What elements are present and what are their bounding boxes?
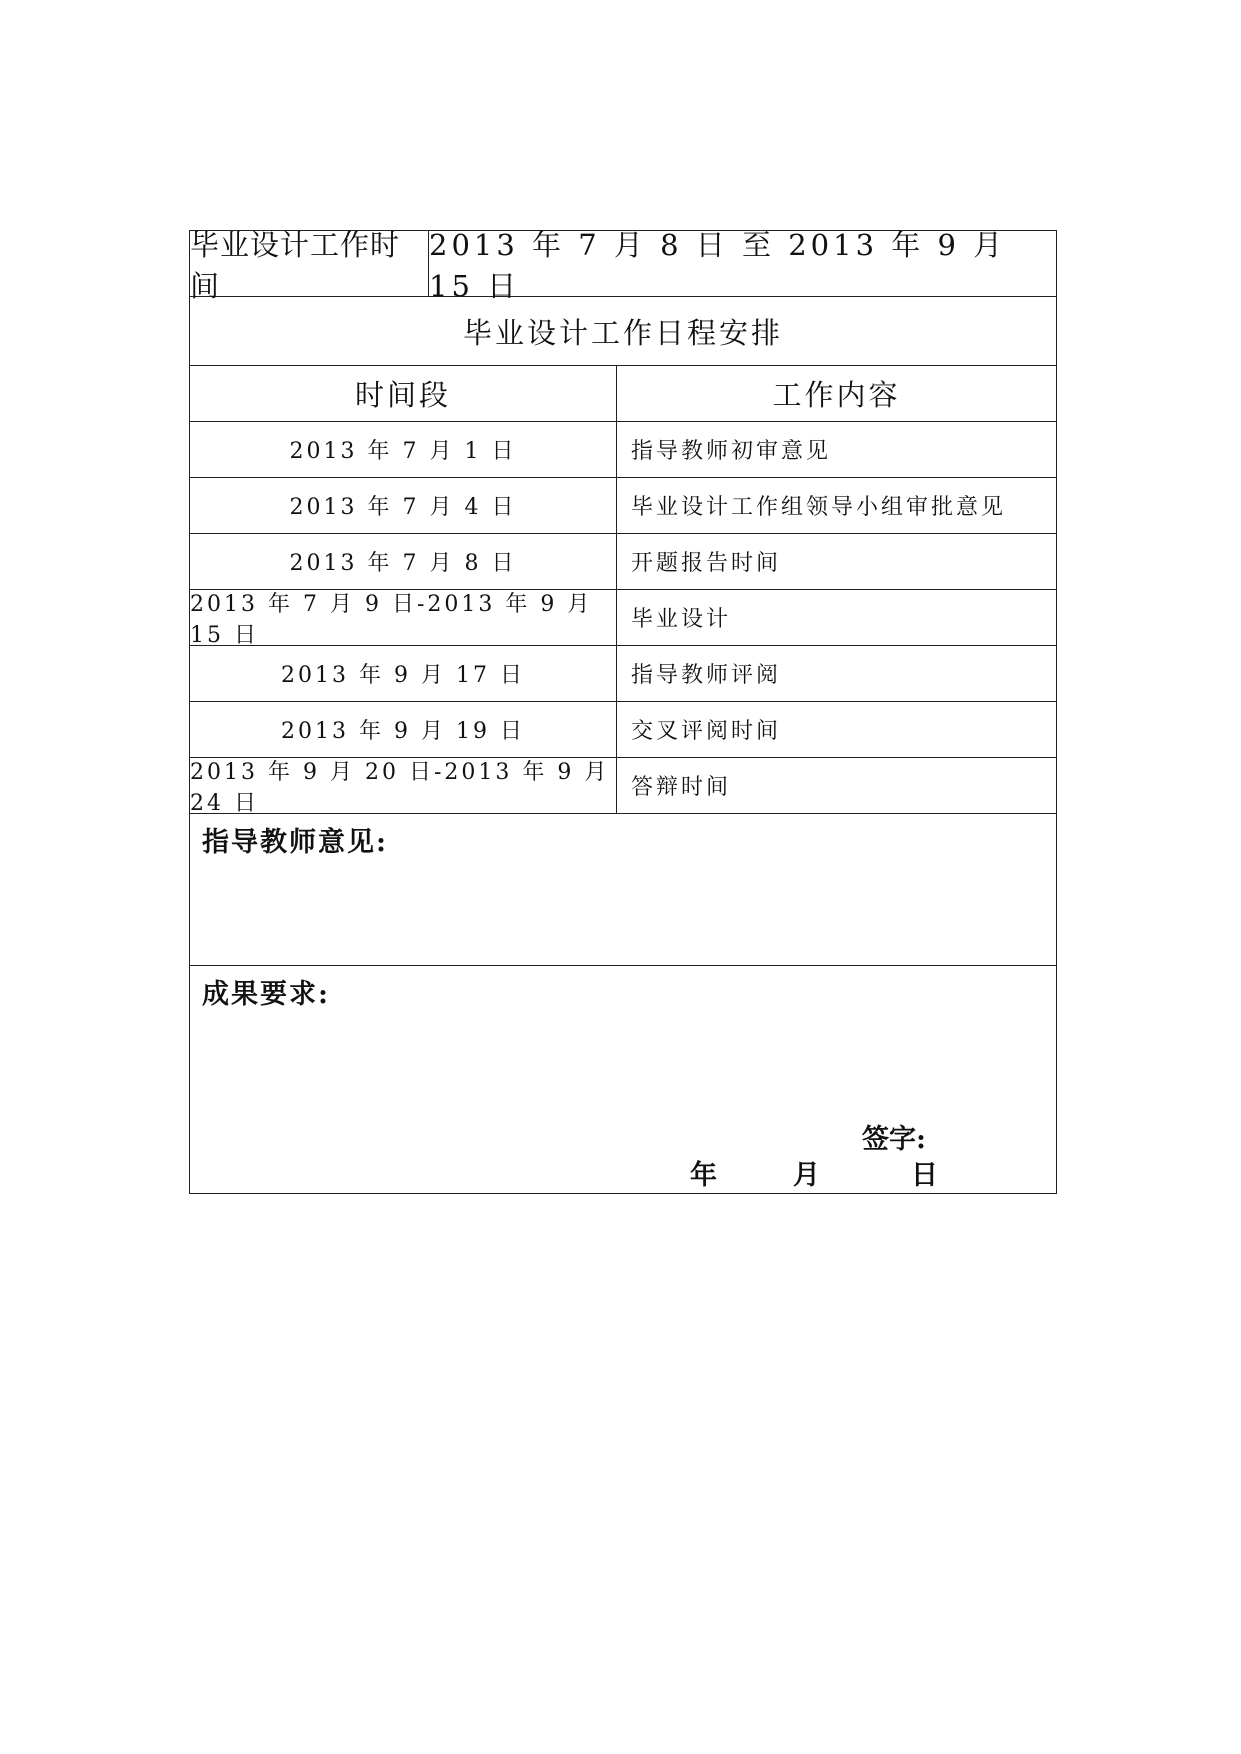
row-content: 指导教师评阅 [631,663,782,688]
advisor-opinion-label: 指导教师意见: [202,827,388,858]
table-row [190,702,1056,758]
work-period-value: 2013 年 7 月 8 日 至 2013 年 9 月 15 日 [429,227,1007,303]
table-row [190,646,1056,702]
column-header-content: 工作内容 [772,378,901,412]
column-header-period: 时间段 [190,366,617,421]
row-period: 2013 年 9 月 19 日 [190,702,617,757]
schedule-title-row [190,297,1056,366]
row-content: 指导教师初审意见 [631,439,832,464]
result-requirement-section [190,966,1056,1193]
advisor-opinion-section [190,814,1056,966]
table-row [190,590,1056,646]
schedule-title: 毕业设计工作日程安排 [462,315,783,350]
row-content: 毕业设计工作组领导小组审批意见 [631,495,1007,520]
schedule-form [189,227,1057,1194]
row-content: 交叉评阅时间 [631,719,782,744]
signature-month: 月 [793,1160,820,1191]
row-period: 2013 年 7 月 8 日 [190,534,617,589]
row-content: 开题报告时间 [631,551,782,576]
row-period: 2013 年 9 月 17 日 [190,646,617,701]
table-row [190,422,1056,478]
row-content: 毕业设计 [631,607,732,632]
row-period: 2013 年 7 月 1 日 [190,422,617,477]
row-period: 2013 年 9 月 20 日-2013 年 9 月 24 日 [190,758,617,813]
row-period: 2013 年 7 月 9 日-2013 年 9 月 15 日 [190,590,617,645]
signature-label: 签字: [862,1124,926,1155]
table-row [190,534,1056,590]
result-requirement-label: 成果要求: [202,979,330,1010]
column-header-row [190,366,1056,422]
signature-year: 年 [690,1160,717,1191]
work-period-row [190,227,1056,303]
signature-day: 日 [911,1160,938,1191]
row-period: 2013 年 7 月 4 日 [190,478,617,533]
row-content: 答辩时间 [631,775,732,800]
table-row [190,758,1056,814]
work-period-label: 毕业设计工作时间 [190,231,429,296]
table-row [190,478,1056,534]
